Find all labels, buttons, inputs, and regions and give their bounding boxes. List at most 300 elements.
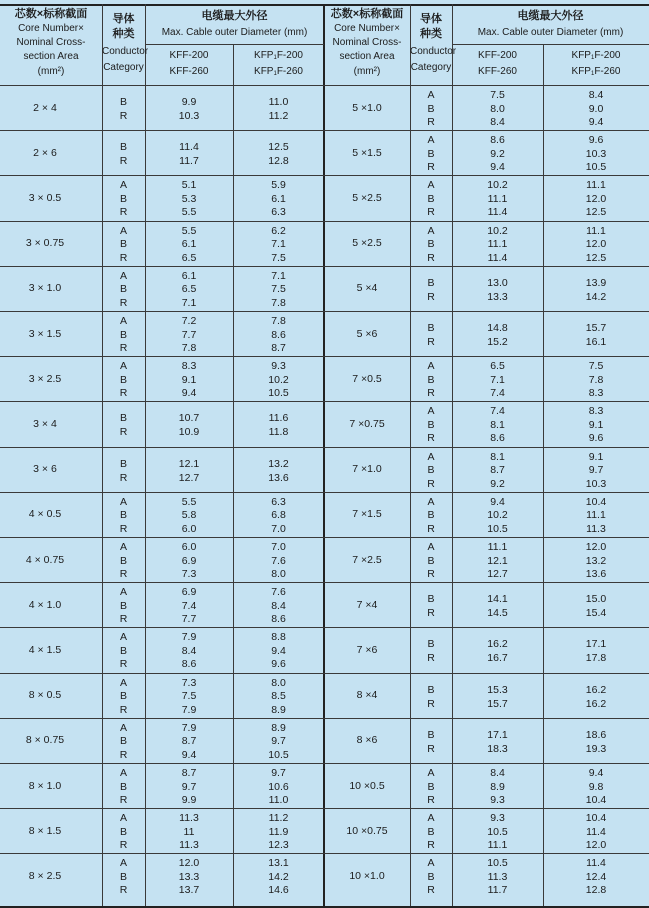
kfp1f-diameter-value: 8.7: [271, 342, 286, 354]
kfp1f-diameter-value: 12.3: [268, 839, 289, 852]
kfp1f-diameter-value: 11.2: [268, 812, 289, 825]
kfp1f-diameter-value: 15.7: [585, 322, 607, 334]
kfp1f-diameter-value: 11.3: [586, 522, 606, 535]
kff-diameter-value: 17.1: [487, 728, 508, 741]
kff-diameter-value: 7.4: [181, 599, 197, 612]
kff-diameter-value: 7.5: [490, 89, 505, 101]
core-spec-label: 5 ×2.5: [352, 237, 382, 250]
conductor-category: R: [119, 748, 128, 761]
kff-diameter-value: 8.7: [490, 464, 505, 477]
conductor-category: R: [427, 522, 435, 535]
grid-line-horizontal: [0, 808, 649, 809]
model-subscript: 1: [590, 71, 595, 77]
kfp1f-diameter-value: 17.8: [585, 652, 607, 665]
model-suffix: F-200: [594, 50, 621, 61]
grid-line-horizontal: [0, 311, 649, 312]
kff-diameter-value: 10.2: [487, 224, 508, 237]
kfp1f-diameter-value: 11.6: [268, 412, 289, 425]
conductor-category: R: [119, 613, 128, 626]
kff-diameter-value: 15.3: [487, 683, 508, 696]
kff-model-label: KFF-260: [478, 66, 517, 77]
kff-diameter-value: 5.5: [181, 224, 197, 237]
core-spec-label: 7 ×0.5: [352, 372, 382, 385]
grid-line-horizontal: [0, 401, 649, 402]
grid-line-horizontal: [0, 582, 649, 583]
core-spec-label: 8 × 1.5: [28, 824, 62, 837]
kfp1f-diameter-value: 10.6: [268, 780, 289, 793]
conductor-category: R: [119, 658, 128, 671]
kff-diameter-value: 8.4: [181, 644, 197, 657]
conductor-category: A: [119, 631, 127, 644]
kfp1f-diameter-value: 19.3: [585, 742, 607, 755]
kff-diameter-value: 13.0: [487, 276, 508, 289]
kff-diameter-value: 14.8: [487, 322, 508, 334]
diameter-header-en: Max. Cable outer Diameter (mm): [477, 27, 624, 38]
kff-diameter-value: 6.1: [181, 269, 197, 282]
kff-diameter-value: 6.5: [181, 251, 197, 264]
kfp1f-diameter-value: 12.8: [268, 155, 289, 168]
model-prefix: KFP: [571, 66, 591, 77]
conductor-category: B: [119, 780, 127, 793]
core-spec-label: 8 × 2.5: [28, 870, 62, 882]
kff-diameter-value: 8.9: [490, 780, 505, 793]
kfp1f-model-label: [233, 67, 324, 77]
kfp1f-diameter-value: 17.1: [585, 638, 607, 651]
kff-diameter-value: 8.7: [181, 767, 197, 779]
conductor-category: A: [119, 315, 127, 327]
kfp1f-diameter-value: 11.1: [586, 179, 606, 192]
spec-header-cn: 芯数×标称截面: [14, 8, 88, 20]
conductor-category: A: [119, 857, 127, 870]
kff-diameter-value: 9.9: [181, 794, 197, 806]
conductor-category: B: [427, 147, 435, 160]
spec-header-unit: (mm²): [37, 66, 65, 77]
conductor-category: B: [427, 322, 435, 334]
conductor-category: B: [427, 192, 435, 205]
conductor-category: B: [119, 96, 127, 108]
kff-diameter-value: 10.2: [487, 509, 508, 522]
kfp1f-diameter-value: 7.0: [271, 522, 286, 535]
kfp1f-diameter-value: 6.3: [271, 495, 286, 508]
conductor-category: A: [119, 767, 127, 779]
conductor-category: R: [427, 251, 435, 264]
kff-diameter-value: 11.7: [487, 884, 508, 897]
kff-diameter-value: 11.4: [487, 251, 508, 264]
conductor-category: R: [119, 206, 128, 219]
kfp1f-diameter-value: 16.2: [585, 697, 607, 710]
model-prefix: KFP: [254, 66, 274, 77]
core-spec-label: 3 × 0.5: [28, 192, 62, 204]
kff-model-label: KFF-200: [478, 50, 517, 61]
kff-diameter-value: 11.1: [487, 541, 508, 553]
kfp1f-diameter-value: 6.3: [271, 206, 286, 219]
conductor-category: R: [119, 426, 128, 439]
kfp1f-diameter-value: 9.3: [271, 360, 286, 373]
grid-line-horizontal: [0, 718, 649, 719]
kff-diameter-value: 6.1: [181, 238, 197, 251]
kfp1f-diameter-value: 10.5: [585, 161, 607, 174]
conductor-category: A: [119, 721, 127, 734]
kfp1f-diameter-value: 12.0: [585, 541, 607, 553]
conductor-category: R: [427, 206, 435, 219]
conductor-category: B: [427, 780, 435, 793]
kfp1f-diameter-value: 10.4: [585, 794, 607, 806]
category-header-cn: 种类: [112, 28, 135, 40]
kfp1f-diameter-value: 8.4: [588, 89, 604, 101]
kfp1f-diameter-value: 7.8: [271, 296, 286, 309]
core-spec-label: 8 × 1.0: [28, 779, 62, 792]
grid-line-horizontal: [0, 492, 649, 493]
kff-diameter-value: 7.4: [490, 387, 505, 400]
kfp1f-diameter-value: 7.6: [271, 554, 286, 567]
conductor-category: B: [427, 593, 435, 606]
diameter-header-en: Max. Cable outer Diameter (mm): [161, 27, 308, 38]
kfp1f-diameter-value: 8.3: [588, 405, 604, 418]
kfp1f-diameter-value: 11.1: [586, 509, 606, 522]
kfp1f-diameter-value: 13.2: [268, 457, 289, 470]
category-header-cn: 导体: [112, 13, 135, 25]
kfp1f-diameter-value: 14.2: [268, 870, 289, 883]
kfp1f-diameter-value: 11.0: [268, 794, 289, 806]
kfp1f-diameter-value: 14.2: [585, 290, 607, 303]
spec-header-en: Nominal Cross-: [16, 37, 86, 48]
kff-diameter-value: 11.1: [487, 192, 508, 205]
kff-diameter-value: 8.6: [490, 432, 505, 445]
kff-diameter-value: 14.5: [487, 607, 508, 620]
conductor-category: R: [119, 342, 128, 354]
kff-diameter-value: 7.3: [181, 568, 197, 580]
kfp1f-diameter-value: 13.1: [268, 857, 289, 870]
kfp1f-diameter-value: 8.5: [271, 690, 286, 703]
kff-diameter-value: 5.5: [181, 495, 197, 508]
kfp1f-diameter-value: 13.6: [585, 568, 607, 580]
kfp1f-diameter-value: 12.0: [585, 238, 607, 251]
kff-diameter-value: 9.4: [490, 161, 505, 174]
kfp1f-diameter-value: 9.7: [271, 767, 286, 779]
conductor-category: A: [427, 360, 435, 373]
kfp1f-diameter-value: 12.5: [268, 141, 289, 154]
core-spec-label: 7 ×4: [356, 598, 378, 611]
grid-line-horizontal: [0, 627, 649, 628]
kff-diameter-value: 12.1: [487, 554, 508, 567]
conductor-category: B: [119, 690, 127, 703]
conductor-category: R: [119, 471, 128, 484]
kfp1f-diameter-value: 13.6: [268, 471, 289, 484]
core-spec-label: 2 × 4: [33, 101, 57, 114]
conductor-category: A: [119, 495, 127, 508]
conductor-category: B: [427, 464, 435, 477]
kff-diameter-value: 7.9: [181, 703, 197, 716]
kff-diameter-value: 10.5: [487, 522, 508, 535]
kff-diameter-value: 10.9: [178, 426, 200, 439]
kfp1f-diameter-value: 15.0: [585, 593, 607, 606]
kfp1f-diameter-value: 7.1: [271, 269, 286, 282]
kff-diameter-value: 8.6: [181, 658, 197, 671]
kfp1f-diameter-value: 8.6: [271, 613, 286, 626]
conductor-category: R: [119, 703, 128, 716]
diameter-header-cn: 电缆最大外径: [201, 10, 268, 22]
core-spec-label: 5 ×4: [356, 282, 378, 295]
kfp1f-model-label: [233, 51, 324, 61]
kfp1f-diameter-value: 12.0: [585, 192, 607, 205]
core-spec-label: 5 ×1.0: [352, 101, 382, 114]
spec-header-en: section Area: [339, 51, 395, 62]
conductor-category: B: [427, 728, 435, 741]
kfp1f-diameter-value: 12.8: [585, 884, 607, 897]
conductor-category: R: [427, 432, 435, 445]
kff-diameter-value: 6.0: [181, 522, 197, 535]
model-prefix: KFP: [571, 50, 591, 61]
grid-line-horizontal: [0, 447, 649, 448]
kff-diameter-value: 7.5: [181, 690, 197, 703]
kfp1f-diameter-value: 7.0: [271, 541, 286, 553]
core-spec-label: 10 ×0.5: [349, 779, 385, 792]
conductor-category: B: [427, 373, 435, 386]
kfp1f-diameter-value: 8.0: [271, 676, 286, 689]
category-header-cn: 导体: [420, 13, 442, 25]
kff-diameter-value: 11.4: [487, 206, 508, 219]
conductor-category: A: [427, 224, 435, 237]
conductor-category: B: [119, 870, 127, 883]
conductor-category: A: [427, 767, 435, 779]
kff-diameter-value: 13.7: [178, 884, 200, 897]
kfp1f-diameter-value: 7.5: [271, 283, 286, 296]
core-spec-label: 10 ×1.0: [349, 870, 385, 882]
kff-diameter-value: 7.1: [181, 296, 197, 309]
kfp1f-diameter-value: 9.4: [588, 116, 604, 128]
conductor-category: B: [427, 638, 435, 651]
kfp1f-diameter-value: 18.6: [585, 728, 607, 741]
conductor-category: B: [427, 683, 435, 696]
spec-header-cn: 芯数×标称截面: [330, 8, 404, 20]
conductor-category: B: [427, 276, 435, 289]
core-spec-label: 7 ×1.5: [352, 508, 382, 521]
kfp1f-diameter-value: 16.1: [585, 336, 607, 348]
conductor-category: A: [427, 857, 435, 870]
spec-header-en: Core Number×: [334, 23, 400, 34]
grid-line-horizontal: [0, 175, 649, 176]
kff-diameter-value: 15.7: [487, 697, 508, 710]
grid-line-horizontal: [0, 266, 649, 267]
grid-line-horizontal: [0, 356, 649, 357]
kfp1f-diameter-value: 9.8: [588, 780, 604, 793]
conductor-category: R: [427, 742, 435, 755]
core-spec-label: 3 × 6: [33, 463, 57, 476]
kfp1f-diameter-value: 5.9: [271, 179, 286, 192]
core-spec-label: 5 ×1.5: [352, 146, 382, 159]
spec-header-en: section Area: [23, 51, 79, 62]
core-spec-label: 5 ×6: [356, 327, 378, 340]
conductor-category: A: [119, 224, 127, 237]
kff-diameter-value: 12.7: [487, 568, 508, 580]
conductor-category: A: [427, 134, 435, 147]
kff-diameter-value: 11.1: [487, 839, 508, 852]
conductor-category: B: [119, 457, 127, 470]
kff-diameter-value: 12.0: [178, 857, 200, 870]
kff-diameter-value: 15.2: [487, 336, 508, 348]
kfp1f-diameter-value: 15.4: [585, 607, 607, 620]
kff-diameter-value: 10.7: [178, 412, 200, 425]
conductor-category: B: [119, 554, 127, 567]
kfp1f-diameter-value: 13.2: [585, 554, 607, 567]
model-subscript: 1: [590, 55, 595, 61]
kff-diameter-value: 9.2: [490, 477, 505, 490]
conductor-category: A: [119, 541, 127, 553]
kff-diameter-value: 13.3: [487, 290, 508, 303]
conductor-category: A: [427, 541, 435, 553]
conductor-category: R: [119, 251, 128, 264]
conductor-category: B: [119, 509, 127, 522]
kff-diameter-value: 7.2: [181, 315, 197, 327]
kff-diameter-value: 7.7: [181, 328, 197, 341]
conductor-category: R: [427, 161, 435, 174]
spec-header-en: Nominal Cross-: [332, 37, 402, 48]
kfp1f-diameter-value: 7.8: [588, 373, 604, 386]
conductor-category: B: [427, 870, 435, 883]
spec-header-unit: (mm²): [353, 66, 381, 77]
model-prefix: KFP: [254, 50, 274, 61]
core-spec-label: 4 × 1.5: [28, 644, 62, 656]
conductor-category: B: [427, 554, 435, 567]
kff-diameter-value: 8.4: [490, 767, 505, 779]
conductor-category: R: [119, 839, 128, 852]
kfp1f-diameter-value: 10.4: [585, 495, 607, 508]
kff-diameter-value: 6.0: [181, 541, 197, 553]
kff-diameter-value: 9.3: [490, 812, 505, 825]
kfp1f-diameter-value: 8.0: [271, 568, 286, 580]
kff-diameter-value: 10.2: [487, 179, 508, 192]
core-spec-label: 3 × 0.75: [25, 237, 65, 250]
core-spec-label: 5 ×2.5: [352, 192, 382, 204]
kff-diameter-value: 6.5: [181, 283, 197, 296]
kff-diameter-value: 11.3: [487, 870, 508, 883]
model-suffix: F-260: [276, 66, 303, 77]
core-spec-label: 4 × 0.5: [28, 508, 62, 521]
kfp1f-diameter-value: 9.4: [588, 767, 604, 779]
kfp1f-diameter-value: 10.4: [585, 812, 607, 825]
kff-diameter-value: 9.9: [181, 96, 197, 108]
kfp1f-diameter-value: 12.5: [585, 206, 607, 219]
kff-diameter-value: 7.7: [181, 613, 197, 626]
kfp1f-diameter-value: 11.0: [268, 96, 289, 108]
core-spec-label: 10 ×0.75: [346, 824, 388, 837]
conductor-category: R: [119, 568, 128, 580]
kfp1f-model-label: [543, 67, 649, 77]
kfp1f-diameter-value: 11.1: [586, 224, 606, 237]
core-spec-label: 7 ×6: [356, 644, 378, 656]
kff-diameter-value: 9.2: [490, 147, 505, 160]
kff-diameter-value: 9.1: [181, 373, 197, 386]
conductor-category: B: [427, 418, 435, 431]
conductor-category: B: [119, 599, 127, 612]
conductor-category: A: [119, 269, 127, 282]
category-header-cn: 种类: [420, 28, 442, 40]
kff-model-label: KFF-200: [169, 50, 209, 61]
kfp1f-diameter-value: 9.7: [271, 735, 286, 748]
grid-line-horizontal: [0, 673, 649, 674]
kfp1f-diameter-value: 6.1: [271, 192, 286, 205]
conductor-category: B: [119, 735, 127, 748]
diameter-header-cn: 电缆最大外径: [517, 10, 584, 22]
kff-diameter-value: 5.5: [181, 206, 197, 219]
conductor-category: B: [427, 825, 435, 838]
kfp1f-diameter-value: 12.4: [585, 870, 607, 883]
conductor-category: B: [119, 141, 127, 154]
core-spec-label: 8 ×4: [356, 689, 378, 702]
kfp1f-diameter-value: 11.4: [586, 825, 606, 838]
kfp1f-diameter-value: 8.8: [271, 631, 286, 644]
kff-diameter-value: 10.3: [178, 110, 200, 122]
conductor-category: B: [427, 238, 435, 251]
conductor-category: A: [119, 676, 127, 689]
category-header-en: Conductor: [102, 46, 149, 57]
conductor-category: R: [427, 116, 435, 128]
kfp1f-diameter-value: 8.6: [271, 328, 286, 341]
core-spec-label: 2 × 6: [33, 146, 57, 159]
conductor-category: R: [427, 697, 435, 710]
kff-diameter-value: 14.1: [487, 593, 508, 606]
kff-diameter-value: 9.7: [181, 780, 197, 793]
conductor-category: B: [119, 412, 127, 425]
conductor-category: A: [427, 450, 435, 463]
model-suffix: F-260: [594, 66, 621, 77]
conductor-category: B: [427, 509, 435, 522]
model-subscript: 1: [273, 71, 277, 77]
kff-diameter-value: 9.4: [181, 387, 197, 400]
conductor-category: B: [119, 192, 127, 205]
grid-line-horizontal: [145, 44, 324, 45]
conductor-category: R: [119, 387, 128, 400]
kfp1f-diameter-value: 10.2: [268, 373, 289, 386]
kff-diameter-value: 16.7: [487, 652, 508, 665]
conductor-category: A: [427, 405, 435, 418]
core-spec-label: 3 × 1.5: [28, 327, 62, 340]
kff-diameter-value: 5.8: [181, 509, 197, 522]
conductor-category: A: [427, 812, 435, 825]
kff-diameter-value: 11: [183, 825, 195, 838]
conductor-category: R: [427, 290, 435, 303]
kff-diameter-value: 7.9: [181, 631, 197, 644]
kff-diameter-value: 6.9: [181, 586, 197, 599]
conductor-category: R: [427, 839, 435, 852]
grid-line-horizontal: [0, 763, 649, 764]
kff-diameter-value: 9.3: [490, 794, 505, 806]
core-spec-label: 8 ×6: [356, 734, 378, 747]
kff-diameter-value: 11.1: [487, 238, 508, 251]
conductor-category: A: [119, 586, 127, 599]
conductor-category: A: [427, 495, 435, 508]
conductor-category: R: [427, 387, 435, 400]
kfp1f-diameter-value: 8.9: [271, 721, 286, 734]
conductor-category: A: [119, 360, 127, 373]
core-spec-label: 7 ×2.5: [352, 553, 382, 566]
conductor-category: A: [119, 812, 127, 825]
conductor-category: R: [119, 155, 128, 168]
grid-line-horizontal: [0, 537, 649, 538]
kff-diameter-value: 6.5: [490, 360, 505, 373]
conductor-category: R: [119, 110, 128, 122]
conductor-category: R: [427, 477, 435, 490]
conductor-category: A: [427, 179, 435, 192]
kfp1f-diameter-value: 11.4: [586, 857, 606, 870]
kff-diameter-value: 9.4: [490, 495, 505, 508]
core-spec-label: 3 × 4: [33, 418, 57, 430]
conductor-category: R: [427, 884, 435, 897]
grid-line-horizontal: [0, 85, 649, 86]
kfp1f-diameter-value: 9.1: [588, 450, 604, 463]
kfp1f-diameter-value: 9.1: [588, 418, 604, 431]
grid-line-horizontal: [0, 221, 649, 222]
